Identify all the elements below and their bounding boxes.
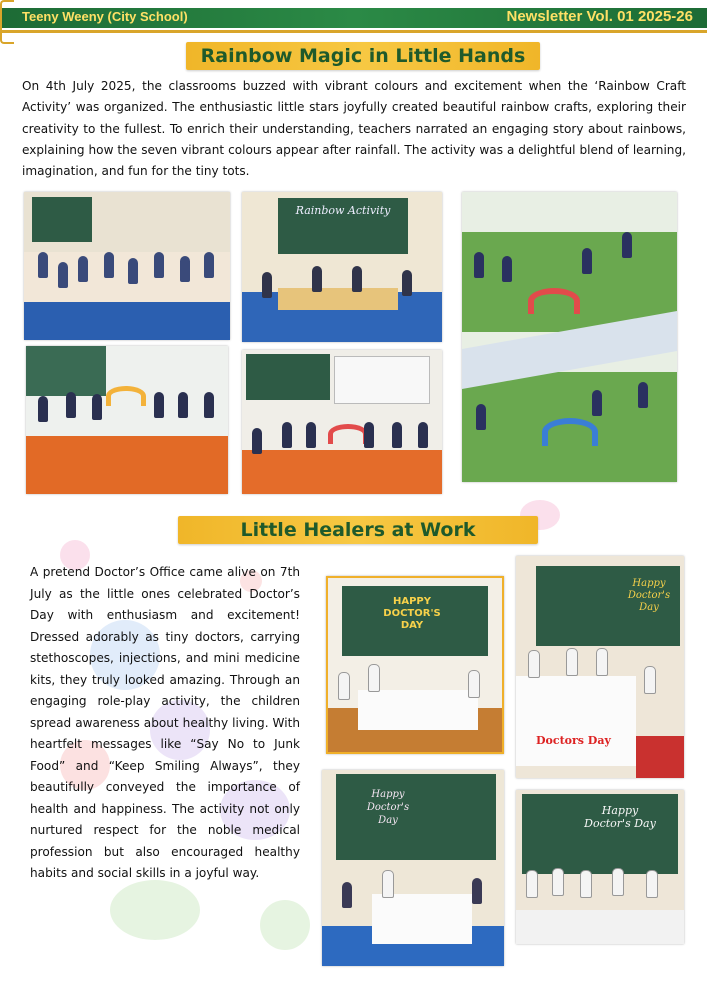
board-text-doctors-1: HAPPY DOCTOR'S DAY xyxy=(383,596,441,631)
board-text-doctors-3: Happy Doctor's Day xyxy=(366,789,410,826)
section2-body: A pretend Doctor’s Office came alive on 7th July as the little ones celebrated Doctor’s Day with enthusiasm and excitement! Dressed adorably as tiny doctors, carrying stethoscopes, injections, and mini medicine kits, they truly looked amazing. Through an engaging role-play activity, the children spread awareness about healthy living. With heartfelt messages like “Say No to Junk Food” and “Keep Smiling Always”, they beautifully conveyed the importance of health and happiness. The activity not only nurtured respect for the noble medical profession but also encouraged healthy habits and social skills in a joyful way. xyxy=(30,565,300,880)
doctors-photo-4 xyxy=(516,790,684,944)
section1-body: On 4th July 2025, the classrooms buzzed with vibrant colours and excitement when the ‘Rainbow Craft Activity’ was organized. The enthusiastic little stars joyfully created beautiful rainbow crafts, exploring their creativity to the fullest. To enrich their understanding, teachers narrated an engaging story about rainbows, explaining how the seven vibrant colours appear after rainfall. The activity was a delightful blend of learning, imagination, and fun for the tiny tots. xyxy=(22,79,686,179)
newsletter-header xyxy=(0,0,707,34)
header-corner-ornament xyxy=(0,0,14,44)
section2-title: Little Healers at Work xyxy=(240,519,476,541)
rainbow-photo-3 xyxy=(462,192,677,482)
rainbow-photo-2 xyxy=(242,192,442,342)
board-text-doctors-4: Happy Doctor's Day xyxy=(584,804,656,830)
board-text-rainbow: Rainbow Activity xyxy=(295,204,391,217)
doctors-photo-2 xyxy=(516,556,684,778)
rainbow-photo-1 xyxy=(24,192,230,340)
section2-title-banner xyxy=(178,516,538,544)
section1-title-banner xyxy=(186,42,540,70)
newsletter-volume: Newsletter Vol. 01 2025-26 xyxy=(506,8,693,25)
section1-title: Rainbow Magic in Little Hands xyxy=(200,45,526,67)
school-name: Teeny Weeny (City School) xyxy=(22,9,188,24)
rainbow-photo-4 xyxy=(26,346,228,494)
rainbow-photo-5 xyxy=(242,350,442,494)
doctors-day-sign: Doctors Day xyxy=(536,734,611,747)
header-gold-line xyxy=(0,30,707,33)
doctors-photo-1 xyxy=(326,576,504,754)
doctors-photo-3 xyxy=(322,770,504,966)
board-text-doctors-2: Happy Doctor's Day xyxy=(627,578,671,613)
